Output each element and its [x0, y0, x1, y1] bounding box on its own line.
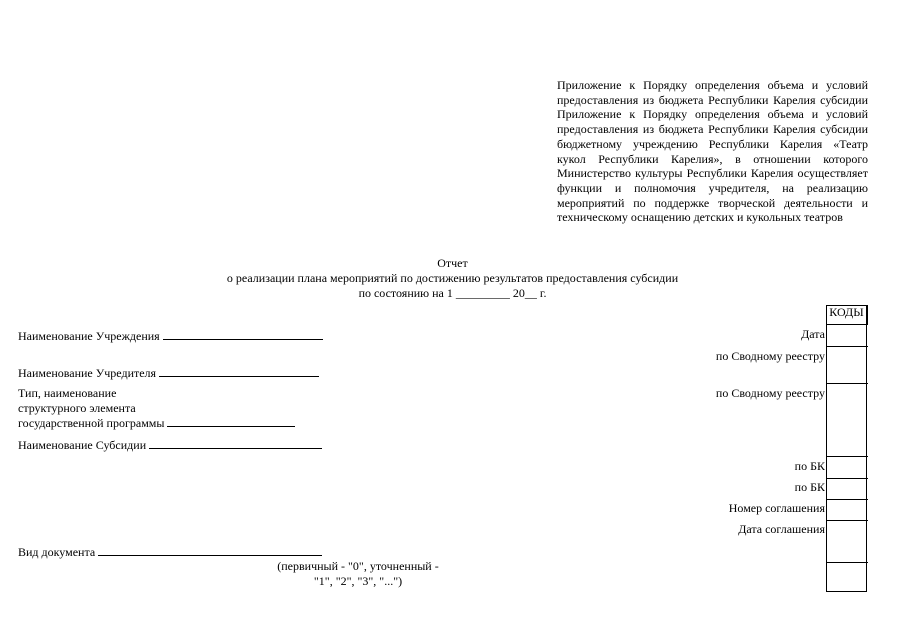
doc-type-note-line1: (первичный - "0", уточненный - [277, 559, 439, 573]
report-date-line: по состоянию на 1 _________ 20__ г. [358, 286, 547, 300]
type-label-line3: государственной программы [18, 416, 165, 430]
bk-label-1: по БК [794, 459, 825, 473]
agreement-number-cell[interactable] [827, 500, 866, 520]
bk-code-cell-1[interactable] [827, 457, 866, 478]
doc-type-code-cell[interactable] [827, 563, 866, 591]
founder-input-line[interactable] [159, 365, 319, 377]
appendix-text: Приложение к Порядку определения объема и условий предоставления из бюджета Республики Карелия субсидии Приложение к Порядку определения объема и условий предоставления из бюджета Республики Карелия субсидии бюджетному учреждению Республики Карелия «Театр кукол Республики Карелия», в отношении которого Министерство культуры Республики Карелия осуществляет функции и полномочия учредителя, на реализацию мероприятий по поддержке творческой деятельности и техническому оснащению детских и кукольных театров [557, 78, 868, 225]
program-field [18, 415, 295, 431]
agreement-number-label: Номер соглашения [728, 501, 825, 515]
registry-label-1: по Сводному реестру [715, 349, 825, 363]
type-label-line2: структурного элемента [18, 401, 136, 415]
doc-type-note-line2: "1", "2", "3", "...") [313, 574, 403, 588]
founder-field [18, 365, 319, 381]
doc-type-label: Вид документа [18, 545, 96, 559]
registry-code-cell-1[interactable] [827, 347, 866, 383]
doc-type-input-line[interactable] [98, 544, 322, 556]
type-label-line1: Тип, наименование [18, 386, 117, 400]
agreement-date-cell[interactable] [827, 521, 866, 562]
subsidy-label: Наименование Субсидии [18, 438, 147, 452]
codes-header: КОДЫ [829, 305, 864, 319]
subsidy-field [18, 437, 322, 453]
report-subtitle: о реализации плана мероприятий по достижению результатов предоставления субсидии [226, 271, 679, 285]
institution-field [18, 328, 323, 344]
date-code-cell[interactable] [827, 325, 866, 346]
institution-label: Наименование Учреждения [18, 329, 160, 343]
founder-label: Наименование Учредителя [18, 366, 157, 380]
registry-code-cell-2[interactable] [827, 384, 866, 456]
subsidy-input-line[interactable] [149, 437, 322, 449]
program-input-line[interactable] [167, 415, 295, 427]
bk-label-2: по БК [794, 480, 825, 494]
registry-label-2: по Сводному реестру [715, 386, 825, 400]
doc-type-field [18, 544, 322, 560]
bk-code-cell-2[interactable] [827, 479, 866, 499]
institution-input-line[interactable] [163, 328, 323, 340]
codes-header-right-border [867, 305, 868, 325]
date-label: Дата [801, 327, 825, 341]
agreement-date-label: Дата соглашения [738, 522, 825, 536]
report-title: Отчет [437, 256, 468, 270]
